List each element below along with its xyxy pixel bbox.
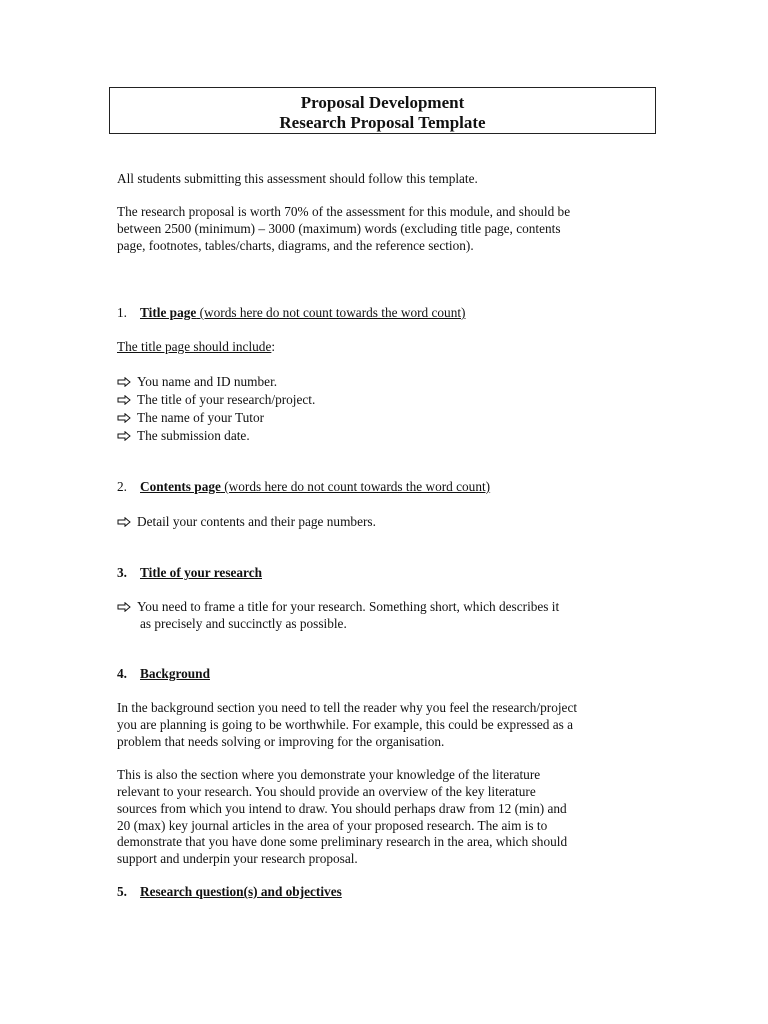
list-item <box>117 513 376 530</box>
section-2-bullet: Detail your contents and their page numbers. <box>137 514 376 529</box>
section-5-number: 5. <box>117 884 127 899</box>
section-1-subheading: The title page should include <box>117 339 272 354</box>
section-1-bullet: You name and ID number. <box>137 374 278 389</box>
arrow-bullet-icon <box>117 409 137 426</box>
list-item <box>117 427 250 444</box>
list-item <box>117 391 315 408</box>
section-4-paragraph-1-line: In the background section you need to tell the reader why you feel the research/project <box>117 700 578 715</box>
section-1-heading-line <box>140 304 465 321</box>
arrow-bullet-icon <box>117 373 137 390</box>
arrow-bullet-icon <box>117 427 137 444</box>
section-4-paragraph-2-line: support and underpin your research proposal. <box>117 851 358 866</box>
section-5-heading: Research question(s) and objectives <box>140 884 342 899</box>
section-3-bullet-line: You need to frame a title for your research. Something short, which describes it <box>137 599 560 614</box>
section-1-heading: Title page <box>140 305 197 320</box>
intro-paragraph-2-line: between 2500 (minimum) – 3000 (maximum) words (excluding title page, contents <box>117 221 561 236</box>
list-item <box>117 409 264 426</box>
section-4-paragraph-2-line: relevant to your research. You should provide an overview of the key literature <box>117 784 536 799</box>
section-2-note: (words here do not count towards the word count) <box>220 479 491 494</box>
section-2-heading-line <box>140 478 490 495</box>
section-2-heading: Contents page <box>140 479 221 494</box>
document-title: Proposal Development <box>300 93 465 112</box>
section-1-subheading-colon: : <box>271 339 276 354</box>
list-item <box>117 598 559 615</box>
section-3-heading: Title of your research <box>140 565 262 580</box>
list-item <box>117 373 277 390</box>
intro-paragraph-2-line: The research proposal is worth 70% of the assessment for this module, and should be <box>117 204 571 219</box>
section-4-number: 4. <box>117 666 127 681</box>
section-1-bullet: The name of your Tutor <box>137 410 265 425</box>
title-box <box>109 87 656 134</box>
section-1-note: (words here do not count towards the word count) <box>196 305 466 320</box>
section-4-paragraph-2-line: 20 (max) key journal articles in the area of your proposed research. The aim is to <box>117 818 548 833</box>
intro-paragraph-2-line: page, footnotes, tables/charts, diagrams, and the reference section). <box>117 238 474 253</box>
section-3-number: 3. <box>117 565 127 580</box>
section-3-bullet-line: as precisely and succinctly as possible. <box>140 616 347 631</box>
arrow-bullet-icon <box>117 391 137 408</box>
arrow-bullet-icon <box>117 598 137 615</box>
section-4-paragraph-2-line: sources from which you intend to draw. You should perhaps draw from 12 (min) and <box>117 801 567 816</box>
section-4-paragraph-1-line: problem that needs solving or improving for the organisation. <box>117 734 445 749</box>
section-4-paragraph-2-line: demonstrate that you have done some preliminary research in the area, which should <box>117 834 568 849</box>
section-4-paragraph-1-line: you are planning is going to be worthwhile. For example, this could be expressed as a <box>117 717 574 732</box>
arrow-bullet-icon <box>117 513 137 530</box>
section-1-number: 1. <box>117 305 127 320</box>
list-item-continuation <box>140 615 347 632</box>
section-1-bullet: The submission date. <box>137 428 250 443</box>
section-4-heading: Background <box>140 666 210 681</box>
section-1-subheading-line <box>117 338 275 355</box>
section-1-bullet: The title of your research/project. <box>137 392 316 407</box>
section-4-paragraph-2-line: This is also the section where you demonstrate your knowledge of the literature <box>117 767 541 782</box>
document-subtitle: Research Proposal Template <box>279 113 486 132</box>
section-2-number: 2. <box>117 479 127 494</box>
intro-paragraph-1: All students submitting this assessment should follow this template. <box>117 171 478 186</box>
